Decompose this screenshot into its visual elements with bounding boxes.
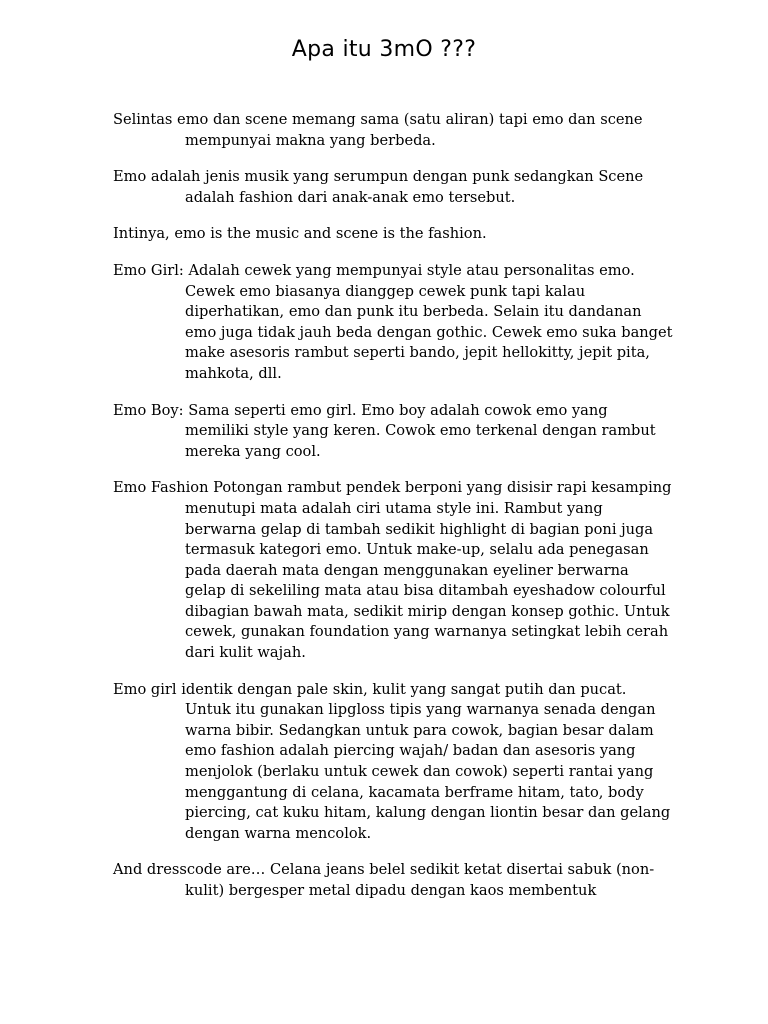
paragraph-pale-skin: Emo girl identik dengan pale skin, kulit yang sangat putih dan pucat. Untuk itu gunakan lipgloss tipis yang warnanya senada dengan warna bibir. Sedangkan untuk para cowok, bagian besar dalam emo fashion adalah piercing wajah/ badan dan asesoris yang menjolok (berlaku untuk cewek dan cowok) seperti rantai yang menggantung di celana, kacamata berframe hitam, tato, body piercing, cat kuku hitam, kalung dengan liontin besar dan gelang dengan warna mencolok. — [113, 680, 671, 842]
paragraph-summary: Intinya, emo is the music and scene is the fashion. — [113, 225, 487, 243]
paragraph-dresscode: And dresscode are… Celana jeans belel sedikit ketat disertai sabuk (non-kulit) bergesper metal dipadu dengan kaos membentuk — [113, 861, 655, 899]
paragraph-emo-definition: Emo adalah jenis musik yang serumpun dengan punk sedangkan Scene adalah fashion dari anak-anak emo tersebut. — [113, 168, 644, 206]
document-body — [113, 110, 673, 902]
paragraph-emo-fashion: Emo Fashion Potongan rambut pendek berponi yang disisir rapi kesamping menutupi mata adalah ciri utama style ini. Rambut yang berwarna gelap di tambah sedikit highlight di bagian poni juga termasuk kategori emo. Untuk make-up, selalu ada penegasan pada daerah mata dengan menggunakan eyeliner berwarna gelap di sekeliling mata atau bisa ditambah eyeshadow colourful dibagian bawah mata, sedikit mirip dengan konsep gothic. Untuk cewek, gunakan foundation yang warnanya setingkat lebih cerah dari kulit wajah. — [113, 479, 672, 662]
paragraph-emo-boy: Emo Boy: Sama seperti emo girl. Emo boy adalah cowok emo yang memiliki style yang keren. Cowok emo terkenal dengan rambut mereka yang cool. — [113, 401, 656, 460]
paragraph-emo-girl: Emo Girl: Adalah cewek yang mempunyai style atau personalitas emo. Cewek emo biasanya dianggep cewek punk tapi kalau diperhatikan, emo dan punk itu berbeda. Selain itu dandanan emo juga tidak jauh beda dengan gothic. Cewek emo suka banget make asesoris rambut seperti bando, jepit hellokitty, jepit pita, mahkota, dll. — [113, 261, 673, 382]
paragraph-emo-vs-scene: Selintas emo dan scene memang sama (satu aliran) tapi emo dan scene mempunyai makna yang berbeda. — [113, 111, 643, 149]
page-title: Apa itu 3mO ??? — [291, 37, 477, 62]
